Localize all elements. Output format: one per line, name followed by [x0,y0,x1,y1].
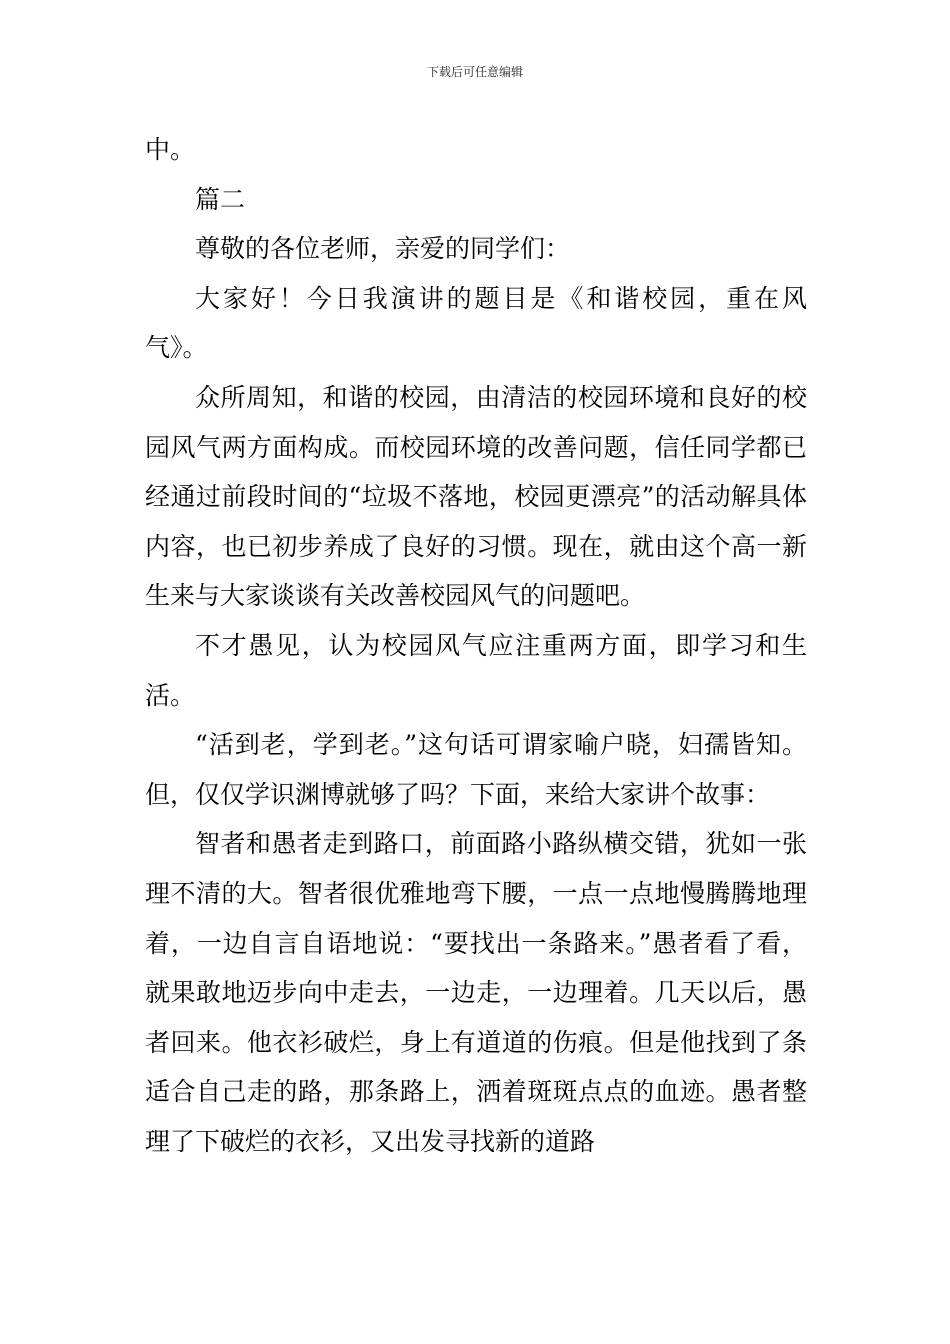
document-body [145,125,807,1166]
paragraph: “活到老，学到老。”这句话可谓家喻户晓，妇孺皆知。但，仅仅学识渊博就够了吗？下面，来给大家讲个故事： [145,730,807,809]
salutation: 尊敬的各位老师，亲爱的同学们： [195,234,571,264]
section-heading: 篇二 [195,184,246,214]
page-header: 下载后可任意编辑 [426,65,523,79]
paragraph: 众所周知，和谐的校园，由清洁的校园环境和良好的校园风气两方面构成。而校园环境的改善问题，信任同学都已经通过前段时间的“垃圾不落地，校园更漂亮”的活动解具体内容，也已初步养成了良好的习惯。现在，就由这个高一新生来与大家谈谈有关改善校园风气的问题吧。 [145,382,807,611]
paragraph: 中。 [145,135,196,164]
paragraph: 大家好！今日我演讲的题目是《和谐校园，重在风气》。 [145,283,807,363]
paragraph: 不才愚见，认为校园风气应注重两方面，即学习和生活。 [145,630,807,710]
paragraph: 智者和愚者走到路口，前面路小路纵横交错，犹如一张理不清的大。智者很优雅地弯下腰，一点一点地慢腾腾地理着，一边自言自语地说：“要找出一条路来。”愚者看了看，就果敢地迈步向中走去，一边走，一边理着。几天以后，愚者回来。他衣衫破烂，身上有道道的伤痕。但是他找到了条适合自己走的路，那条路上，洒着斑斑点点的血迹。愚者整理了下破烂的衣衫，又出发寻找新的道路 [145,829,807,1156]
